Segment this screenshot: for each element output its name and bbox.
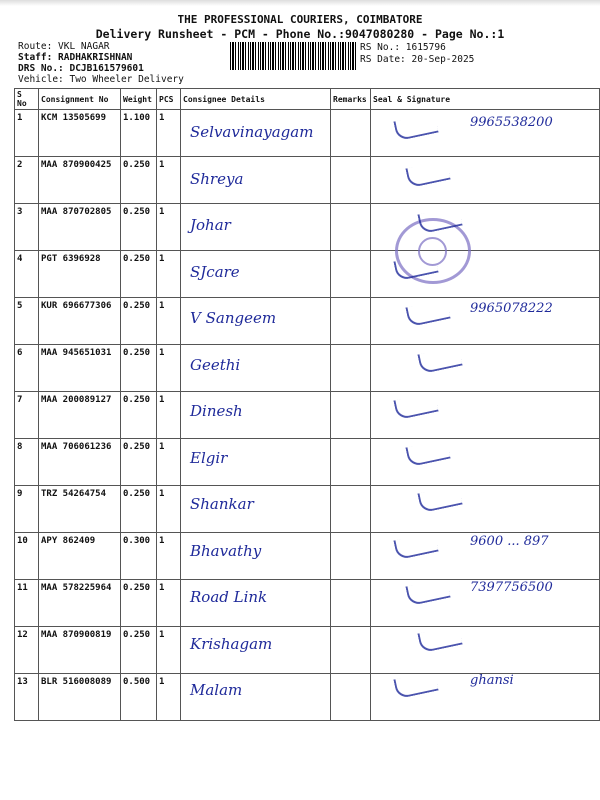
row-consignment: MAA 870900425 (39, 157, 121, 204)
table-header-row (15, 89, 600, 110)
row-consignment: MAA 945651031 (39, 345, 121, 392)
row-consignment: MAA 706061236 (39, 439, 121, 486)
row-sno: 6 (15, 345, 39, 392)
row-remarks (331, 298, 371, 345)
rs-number: RS No.: 1615796 (360, 42, 446, 53)
row-pcs: 1 (157, 674, 181, 721)
table-row (15, 486, 600, 533)
row-weight: 0.250 (121, 251, 157, 298)
row-pcs: 1 (157, 204, 181, 251)
handwritten-consignee: Geethi (190, 355, 241, 374)
handwritten-seal-note: 9965078222 (470, 301, 553, 316)
row-weight: 0.250 (121, 392, 157, 439)
row-consignment: KUR 696677306 (39, 298, 121, 345)
row-sno: 11 (15, 580, 39, 627)
row-consignment: MAA 870702805 (39, 204, 121, 251)
row-remarks (331, 533, 371, 580)
scan-edge (0, 0, 600, 6)
row-weight: 0.500 (121, 674, 157, 721)
handwritten-seal-note: 9965538200 (470, 115, 553, 130)
table-row (15, 157, 600, 204)
row-sno: 10 (15, 533, 39, 580)
row-pcs: 1 (157, 298, 181, 345)
drs-label: DRS No.: DCJB161579601 (18, 63, 144, 74)
handwritten-consignee: Shankar (190, 495, 254, 513)
row-weight: 0.250 (121, 298, 157, 345)
table-row (15, 251, 600, 298)
col-seal: Seal & Signature (371, 89, 600, 110)
row-sno: 13 (15, 674, 39, 721)
barcode (230, 42, 356, 70)
row-pcs: 1 (157, 486, 181, 533)
row-remarks (331, 627, 371, 674)
row-pcs: 1 (157, 627, 181, 674)
col-consignment: Consignment No (39, 89, 121, 110)
row-weight: 0.250 (121, 439, 157, 486)
row-consignment: TRZ 54264754 (39, 486, 121, 533)
handwritten-seal-note: ghansi (470, 673, 514, 688)
handwritten-seal-note: 9600 ... 897 (470, 533, 549, 549)
company-title: THE PROFESSIONAL COURIERS, COIMBATORE (177, 13, 423, 26)
handwritten-consignee: Selvavinayagam (190, 123, 314, 141)
row-sno: 3 (15, 204, 39, 251)
row-remarks (331, 580, 371, 627)
row-seal (371, 439, 600, 486)
handwritten-consignee: Malam (190, 681, 243, 699)
route-label: Route: VKL NAGAR (18, 41, 110, 52)
row-weight: 1.100 (121, 110, 157, 157)
row-seal (371, 627, 600, 674)
runsheet-title: Delivery Runsheet - PCM - Phone No.:9047080280 - Page No.:1 (95, 27, 505, 41)
row-pcs: 1 (157, 110, 181, 157)
row-pcs: 1 (157, 533, 181, 580)
row-remarks (331, 345, 371, 392)
handwritten-seal-note: 7397756500 (470, 580, 553, 595)
row-sno: 4 (15, 251, 39, 298)
row-remarks (331, 204, 371, 251)
handwritten-consignee: SJcare (190, 262, 240, 281)
rs-date: RS Date: 20-Sep-2025 (360, 54, 475, 65)
row-pcs: 1 (157, 157, 181, 204)
row-pcs: 1 (157, 392, 181, 439)
handwritten-consignee: Krishagam (190, 634, 273, 653)
handwritten-consignee: Johar (190, 216, 231, 234)
handwritten-consignee: Bhavathy (190, 541, 262, 560)
table-row (15, 439, 600, 486)
row-sno: 8 (15, 439, 39, 486)
row-sno: 9 (15, 486, 39, 533)
table-row (15, 204, 600, 251)
col-pcs: PCS (157, 89, 181, 110)
row-weight: 0.250 (121, 157, 157, 204)
col-sno: S No (15, 89, 39, 110)
handwritten-consignee: V Sangeem (190, 309, 277, 327)
row-consignment: BLR 516008089 (39, 674, 121, 721)
row-pcs: 1 (157, 251, 181, 298)
row-pcs: 1 (157, 580, 181, 627)
handwritten-consignee: Shreya (190, 169, 244, 188)
row-remarks (331, 251, 371, 298)
row-consignment: PGT 6396928 (39, 251, 121, 298)
handwritten-consignee: Road Link (190, 588, 268, 606)
vehicle-label: Vehicle: Two Wheeler Delivery (18, 74, 184, 85)
table-row (15, 392, 600, 439)
staff-label: Staff: RADHAKRISHNAN (18, 52, 133, 63)
handwritten-consignee: Elgir (190, 448, 228, 467)
table-row (15, 345, 600, 392)
col-consignee: Consignee Details (181, 89, 331, 110)
row-weight: 0.250 (121, 345, 157, 392)
row-pcs: 1 (157, 345, 181, 392)
row-remarks (331, 392, 371, 439)
row-consignment: MAA 578225964 (39, 580, 121, 627)
row-consignment: APY 862409 (39, 533, 121, 580)
row-seal (371, 157, 600, 204)
row-weight: 0.250 (121, 204, 157, 251)
row-weight: 0.250 (121, 627, 157, 674)
row-sno: 12 (15, 627, 39, 674)
table-row (15, 627, 600, 674)
row-remarks (331, 674, 371, 721)
row-sno: 1 (15, 110, 39, 157)
row-consignment: MAA 870900819 (39, 627, 121, 674)
row-remarks (331, 110, 371, 157)
row-sno: 7 (15, 392, 39, 439)
col-remarks: Remarks (331, 89, 371, 110)
col-weight: Weight (121, 89, 157, 110)
row-remarks (331, 486, 371, 533)
row-pcs: 1 (157, 439, 181, 486)
row-sno: 2 (15, 157, 39, 204)
row-consignment: KCM 13505699 (39, 110, 121, 157)
handwritten-consignee: Dinesh (190, 402, 243, 420)
row-sno: 5 (15, 298, 39, 345)
row-weight: 0.250 (121, 580, 157, 627)
row-remarks (331, 439, 371, 486)
runsheet-table (14, 88, 600, 721)
row-weight: 0.300 (121, 533, 157, 580)
row-remarks (331, 157, 371, 204)
row-seal (371, 345, 600, 392)
row-weight: 0.250 (121, 486, 157, 533)
row-seal (371, 486, 600, 533)
row-consignment: MAA 200089127 (39, 392, 121, 439)
